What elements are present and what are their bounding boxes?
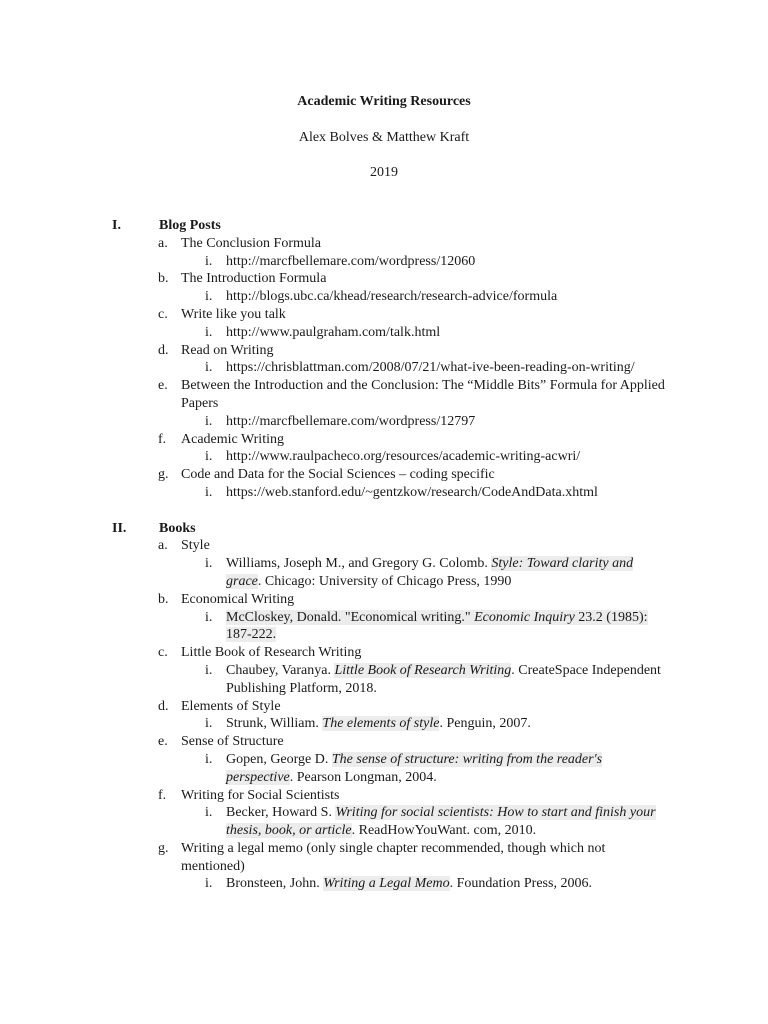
item-text: The Introduction Formula	[181, 271, 327, 287]
subitem-numeral: i.	[205, 716, 213, 732]
outline-subitem	[0, 555, 768, 591]
subitem-text	[226, 555, 671, 591]
outline-item	[0, 342, 768, 378]
item-letter: d.	[158, 342, 169, 358]
citation-title: Little Book of Research Writing	[334, 662, 512, 678]
outline-item	[0, 698, 768, 734]
outline-content	[0, 217, 768, 911]
outline-subitem	[0, 253, 768, 271]
outline-subitem	[0, 448, 768, 466]
outline-item	[0, 537, 768, 590]
item-text: Writing for Social Scientists	[181, 787, 340, 803]
section-title: Books	[159, 520, 196, 536]
subitem-numeral: i.	[205, 751, 213, 767]
outline-item	[0, 787, 768, 840]
citation-text: http://blogs.ubc.ca/khead/research/research-advice/formula	[226, 289, 558, 305]
item-text: Academic Writing	[181, 431, 284, 447]
document-year: 2019	[370, 165, 398, 180]
outline-subitem	[0, 751, 768, 787]
outline-item	[0, 235, 768, 271]
item-letter: e.	[158, 734, 168, 750]
item-letter: c.	[158, 645, 168, 661]
subitem-text	[226, 804, 671, 840]
subitem-numeral: i.	[205, 876, 213, 892]
citation-text: . Chicago: University of Chicago Press, 1990	[257, 573, 512, 589]
item-letter: e.	[158, 378, 168, 394]
outline-subitem	[0, 662, 768, 698]
document-title: Academic Writing Resources	[297, 94, 471, 109]
item-text: The Conclusion Formula	[181, 235, 321, 251]
citation-text: http://www.raulpacheco.org/resources/academic-writing-acwri/	[226, 449, 581, 465]
subitem-numeral: i.	[205, 289, 213, 305]
section-title: Blog Posts	[159, 218, 221, 233]
item-letter: d.	[158, 698, 169, 714]
item-text: Between the Introduction and the Conclusion: The “Middle Bits” Formula for Applied Papers	[181, 378, 665, 411]
subitem-numeral: i.	[205, 484, 213, 500]
subitem-text	[226, 609, 671, 645]
subitem-numeral: i.	[205, 449, 213, 465]
citation-text: Chaubey, Varanya.	[226, 662, 335, 678]
subitem-text	[226, 484, 671, 502]
item-letter: a.	[158, 538, 168, 554]
item-letter: g.	[158, 840, 169, 856]
section-numeral: II.	[112, 520, 127, 536]
item-text: Read on Writing	[181, 342, 274, 358]
outline-item	[0, 591, 768, 644]
section-numeral: I.	[112, 218, 121, 233]
item-letter: c.	[158, 306, 168, 322]
citation-text: . Pearson Longman, 2004.	[289, 769, 437, 785]
subitem-text	[226, 875, 671, 893]
citation-text: http://marcfbellemare.com/wordpress/12797	[226, 413, 476, 429]
item-letter: f.	[158, 787, 167, 803]
outline-subitem	[0, 484, 768, 502]
subitem-numeral: i.	[205, 324, 213, 340]
outline-section	[0, 520, 768, 894]
item-text: Little Book of Research Writing	[181, 645, 362, 661]
subitem-numeral: i.	[205, 556, 213, 572]
citation-text: Becker, Howard S.	[226, 805, 336, 821]
outline-item	[0, 306, 768, 342]
outline-section	[0, 217, 768, 502]
citation-text: . ReadHowYouWant. com, 2010.	[351, 823, 537, 839]
item-letter: f.	[158, 431, 167, 447]
outline-subitem	[0, 875, 768, 893]
subitem-numeral: i.	[205, 805, 213, 821]
subitem-text	[226, 288, 671, 306]
citation-title: The elements of style	[322, 716, 440, 732]
outline-subitem	[0, 804, 768, 840]
item-text: Elements of Style	[181, 698, 281, 714]
subitem-text	[226, 324, 671, 342]
citation-text: Strunk, William.	[226, 716, 323, 732]
citation-text: Bronsteen, John.	[226, 876, 324, 892]
outline-item	[0, 377, 768, 430]
outline-item	[0, 431, 768, 467]
subitem-text	[226, 751, 671, 787]
citation-text: https://web.stanford.edu/~gentzkow/research/CodeAndData.xhtml	[226, 484, 598, 500]
citation-text: https://chrisblattman.com/2008/07/21/what-ive-been-reading-on-writing/	[226, 360, 635, 376]
outline-subitem	[0, 359, 768, 377]
outline-subitem	[0, 324, 768, 342]
subitem-text	[226, 715, 671, 733]
document-authors: Alex Bolves & Matthew Kraft	[298, 130, 470, 145]
citation-text: Williams, Joseph M., and Gregory G. Colomb.	[226, 556, 492, 572]
item-letter: g.	[158, 467, 169, 483]
outline-subitem	[0, 715, 768, 733]
citation-title: Writing for social scientists: How to start and finish your thesis, book, or article	[226, 805, 656, 839]
item-text: Sense of Structure	[181, 734, 284, 750]
citation-title: Style: Toward clarity and grace	[226, 556, 634, 589]
subitem-numeral: i.	[205, 360, 213, 376]
item-letter: b.	[158, 591, 169, 607]
citation-text: . Foundation Press, 2006.	[449, 876, 592, 892]
subitem-text	[226, 413, 671, 431]
citation-text: . Penguin, 2007.	[439, 716, 531, 732]
item-text: Code and Data for the Social Sciences – coding specific	[181, 467, 495, 483]
outline-subitem	[0, 288, 768, 306]
item-text: Write like you talk	[181, 306, 286, 322]
outline-subitem	[0, 609, 768, 645]
subitem-text	[226, 253, 671, 271]
citation-text: McCloskey, Donald. "Economical writing."	[226, 609, 475, 625]
subitem-text	[226, 359, 671, 377]
citation-text: Gopen, George D.	[226, 751, 332, 767]
outline-item	[0, 644, 768, 697]
subitem-numeral: i.	[205, 662, 213, 678]
item-text: Economical Writing	[181, 591, 295, 607]
citation-text: 23.2 (1985): 187-222.	[226, 609, 648, 643]
item-letter: b.	[158, 271, 169, 287]
citation-title: The sense of structure: writing from the reader's perspective	[226, 751, 603, 785]
item-text: Writing a legal memo (only single chapter recommended, though which not mentioned)	[181, 840, 606, 874]
subitem-numeral: i.	[205, 413, 213, 429]
subitem-text	[226, 662, 671, 698]
item-letter: a.	[158, 235, 168, 251]
subitem-text	[226, 448, 671, 466]
subitem-numeral: i.	[205, 253, 213, 269]
outline-subitem	[0, 413, 768, 431]
outline-item	[0, 840, 768, 893]
item-text: Style	[181, 538, 210, 554]
citation-title: Writing a Legal Memo	[323, 876, 450, 892]
outline-item	[0, 733, 768, 786]
subitem-numeral: i.	[205, 609, 213, 625]
citation-text: http://marcfbellemare.com/wordpress/12060	[226, 253, 476, 269]
citation-text: . CreateSpace Independent Publishing Platform, 2018.	[226, 662, 661, 696]
outline-item	[0, 270, 768, 306]
outline-item	[0, 466, 768, 502]
citation-text: http://www.paulgraham.com/talk.html	[226, 324, 441, 340]
citation-title: Economic Inquiry	[474, 609, 575, 625]
